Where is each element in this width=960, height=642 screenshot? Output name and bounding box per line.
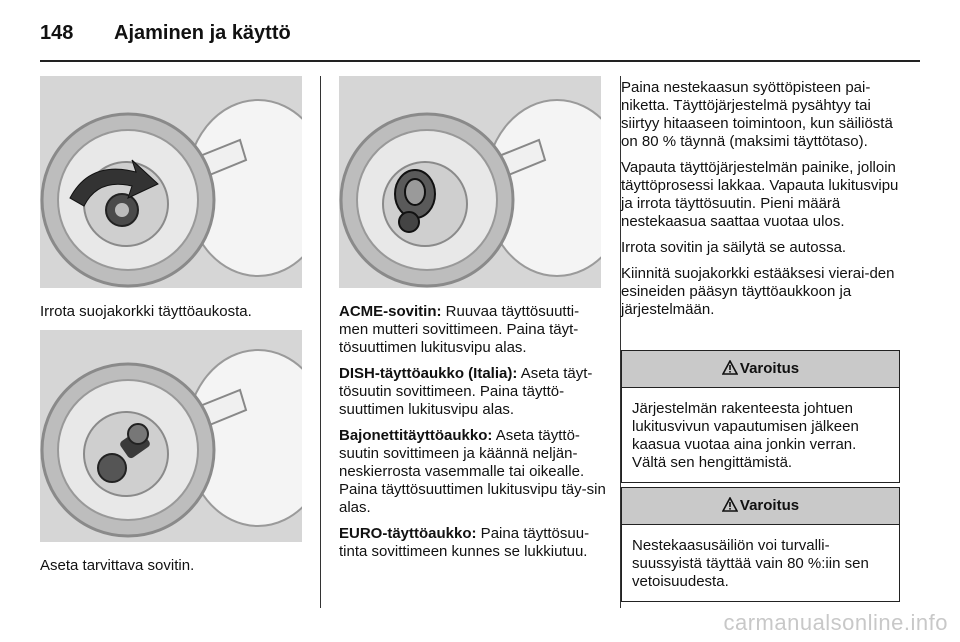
adapter-item-euro <box>339 525 607 561</box>
header-rule <box>40 60 920 62</box>
figure-adapter-mounted <box>339 76 601 288</box>
page-number: 148 <box>40 22 74 44</box>
caption-insert-adapter: Aseta tarvittava sovitin. <box>40 557 195 574</box>
warning-title: Varoitus <box>739 497 800 514</box>
adapter-label: ACME-sovitin: <box>339 303 442 320</box>
adapter-description: Aseta täyt-tösuutin sovittimeen. Paina täyttö-suuttimen lukitusvipu alas. <box>339 365 593 418</box>
warning-box-2 <box>621 487 900 602</box>
adapter-label: DISH-täyttöaukko (Italia): <box>339 365 518 382</box>
warning-triangle-icon <box>722 490 738 526</box>
adapter-description: Aseta täyttö-suutin sovittimeen ja käännä neljän-neskierrosta vasemmalle tai oikealle. Paina täyttösuuttimen lukitusvipu täy-sin alas. <box>339 427 606 516</box>
paragraph: Paina nestekaasun syöttöpisteen pai-niketta. Täyttöjärjestelmä pysähtyy tai siirtyy hitaaseen toimintoon, kun säiliöstä on 80 % täynnä (maksimi täyttötaso). <box>621 79 893 150</box>
adapter-label: Bajonettitäyttöaukko: <box>339 427 493 444</box>
watermark: carmanualsonline.info <box>723 610 948 635</box>
warning-body: Nestekaasusäiliön voi turvalli-suussyistä täyttää vain 80 %:iin sen vetoisuudesta. <box>632 537 869 590</box>
middle-column-text <box>339 303 607 569</box>
chapter-title: Ajaminen ja käyttö <box>114 22 291 44</box>
page-header <box>40 18 920 62</box>
adapter-label: EURO-täyttöaukko: <box>339 525 477 542</box>
adapter-item-dish <box>339 365 607 419</box>
paragraph: Vapauta täyttöjärjestelmän painike, jolloin täyttöprosessi lakkaa. Vapauta lukitusvipu ja irrota täyttösuutin. Pieni määrä nestekaasua saattaa vuotaa ulos. <box>621 159 899 230</box>
right-column-text <box>621 79 903 327</box>
warning-header <box>622 351 899 388</box>
warning-body: Järjestelmän rakenteesta johtuen lukitusvivun vapautumisen jälkeen kaasua vuotaa aina jonkin verran. Vältä sen hengittämistä. <box>632 400 859 471</box>
warning-header <box>622 488 899 525</box>
warning-title: Varoitus <box>739 360 800 377</box>
paragraph: Irrota sovitin ja säilytä se autossa. <box>621 239 847 256</box>
adapter-item-bayonet <box>339 427 607 517</box>
warning-triangle-icon <box>722 353 738 389</box>
adapter-item-acme <box>339 303 607 357</box>
figure-insert-adapter <box>40 330 302 542</box>
paragraph: Kiinnitä suojakorkki estääksesi vierai-den esineiden pääsyn täyttöaukkoon ja järjestelmään. <box>621 265 895 318</box>
warning-box-1 <box>621 350 900 483</box>
adapter-description: Paina täyttösuu-tinta sovittimeen kunnes se lukkiutuu. <box>339 525 590 560</box>
column-divider-1 <box>320 76 321 608</box>
adapter-description: Ruuvaa täyttösuutti-men mutteri sovittimeen. Paina täyt-tösuuttimen lukitusvipu alas. <box>339 303 580 356</box>
caption-remove-cap: Irrota suojakorkki täyttöaukosta. <box>40 303 252 320</box>
figure-remove-cap <box>40 76 302 288</box>
